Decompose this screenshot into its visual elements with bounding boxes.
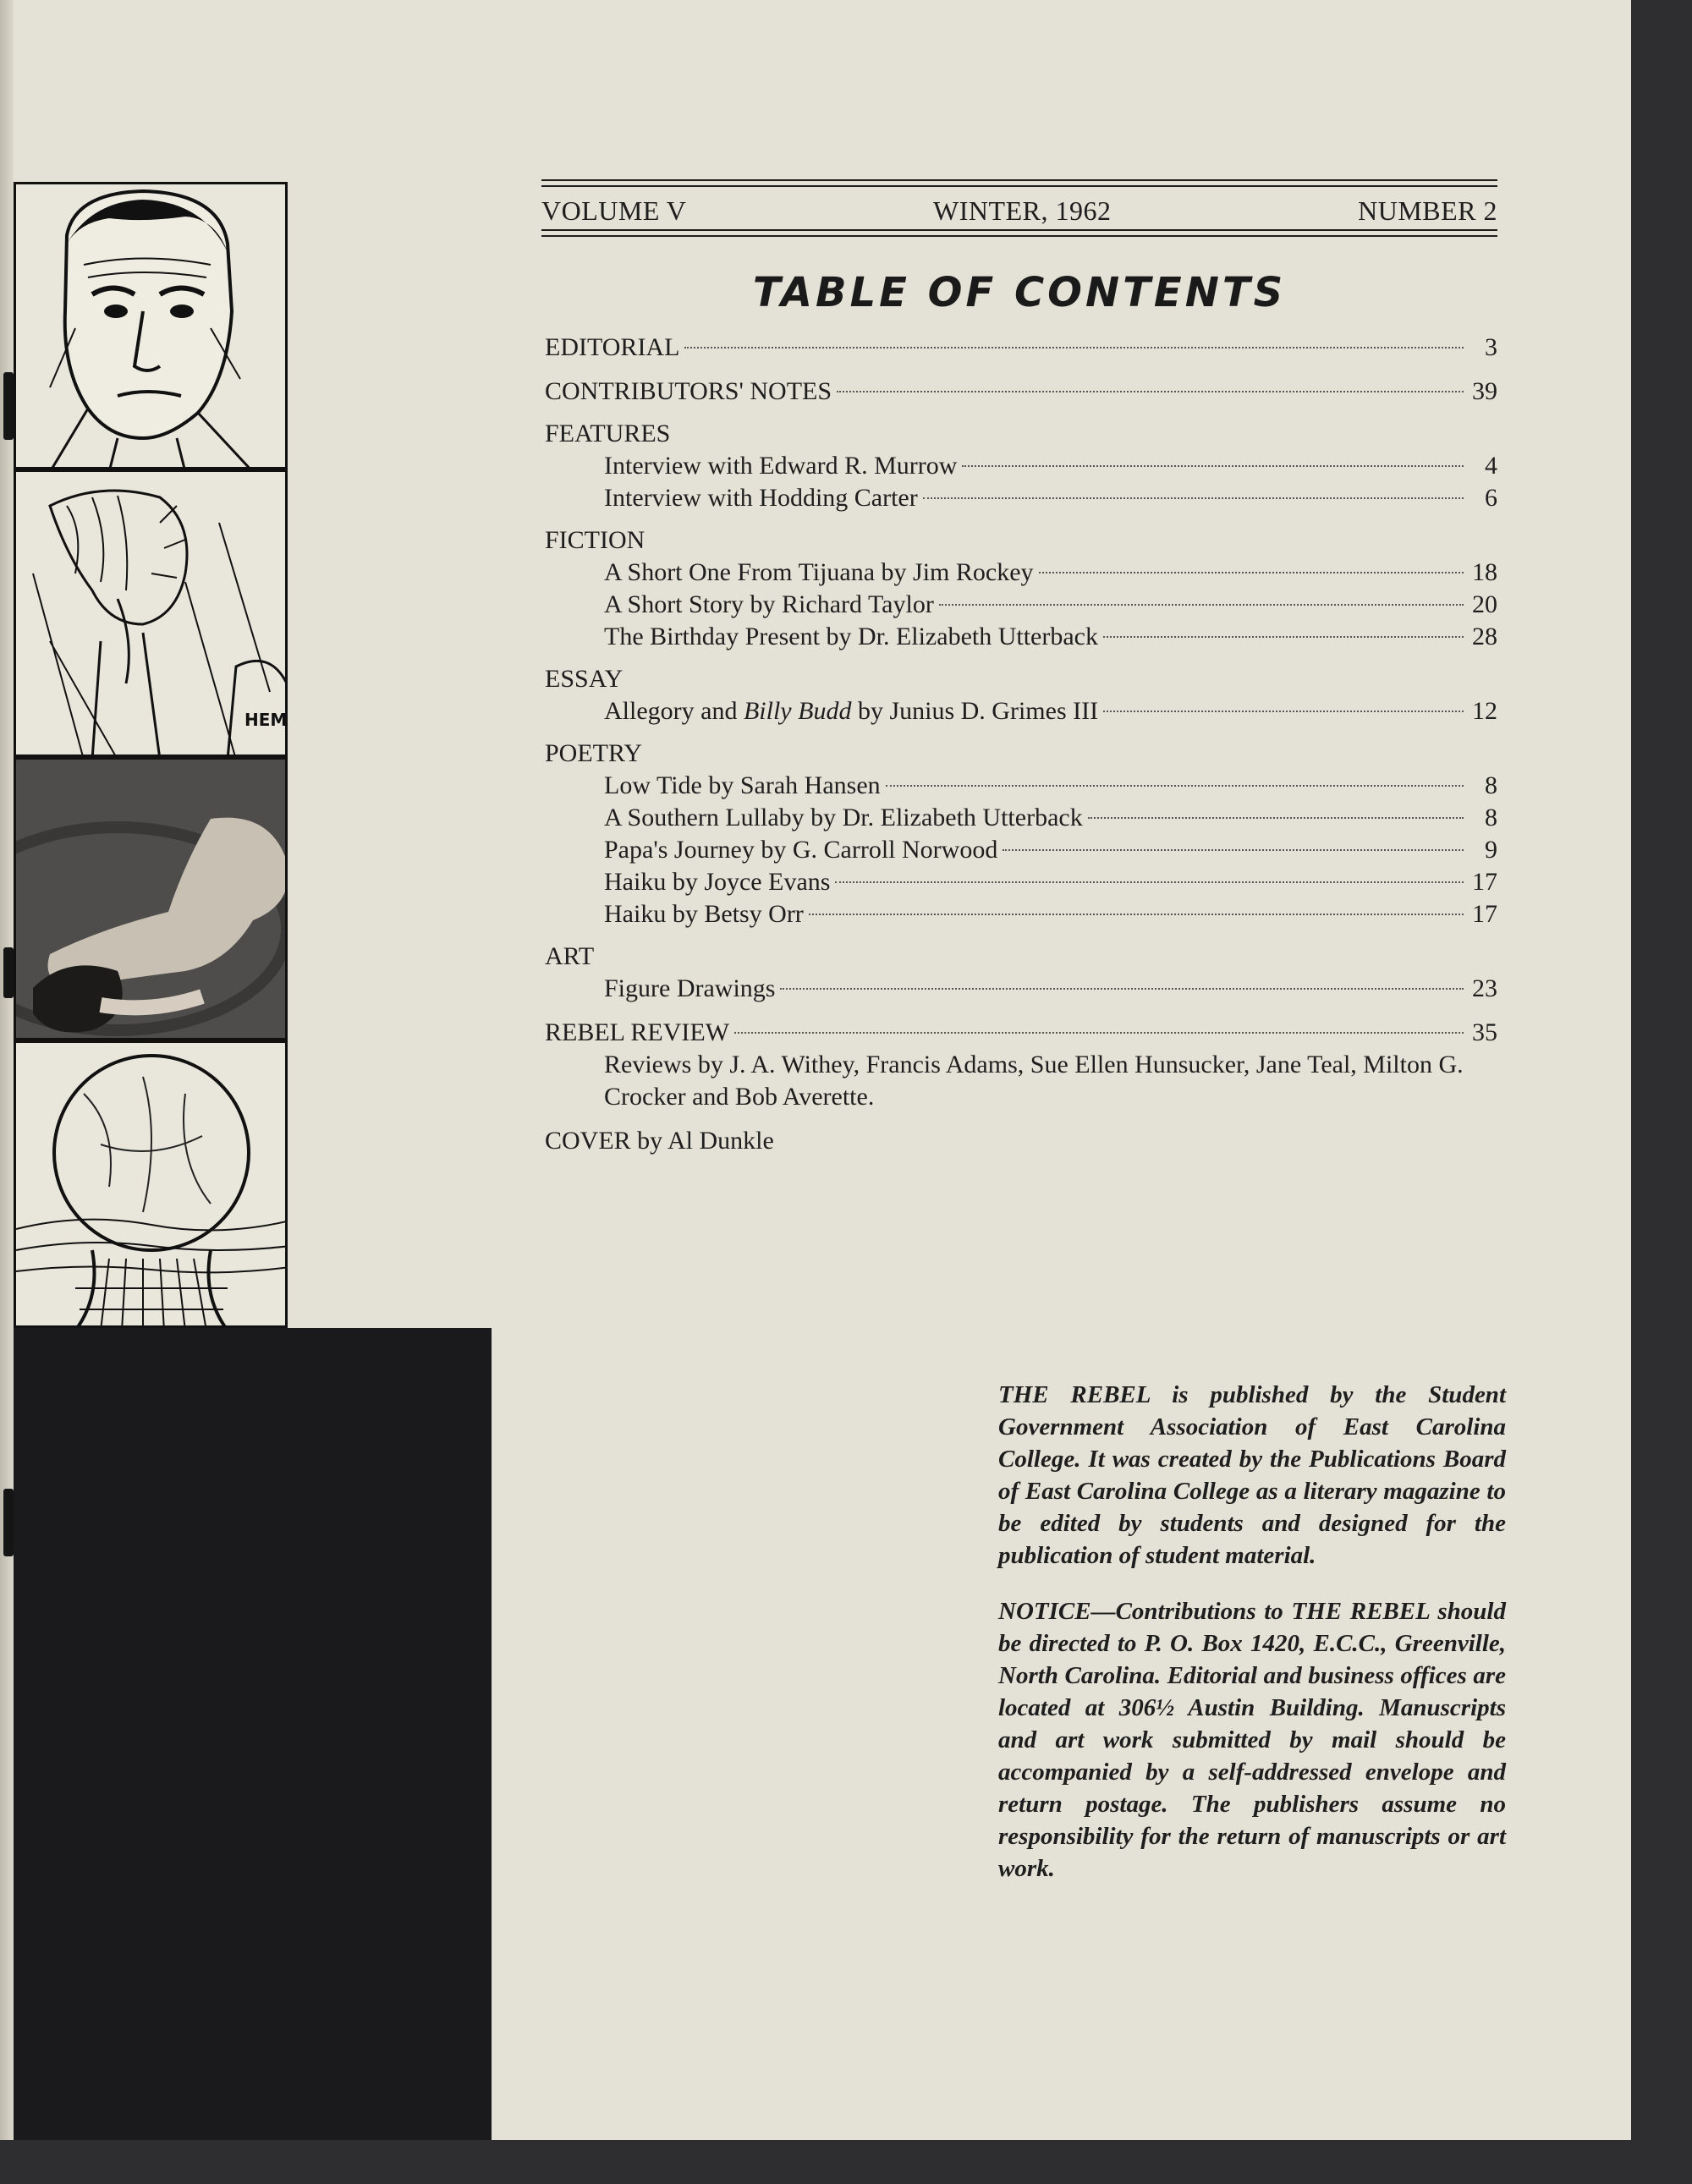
dot-leader — [886, 785, 1464, 787]
toc-entry-page: 9 — [1485, 836, 1497, 864]
scan-background-right — [1631, 0, 1692, 2184]
portrait-illustration-1 — [14, 182, 288, 469]
dot-leader — [1003, 849, 1464, 851]
section-heading-art: ART — [545, 942, 595, 970]
contribution-notice: NOTICE—Contributions to THE REBEL should be directed to P. O. Box 1420, E.C.C., Greenville, North Carolina. Editorial and business offices are located at 306½ Austin Building. Manuscripts and art work submitted by mail should be accompanied by a self-addressed envelope and return postage. The publishers assume no responsibility for the return of manuscripts or art work. — [998, 1598, 1506, 1882]
toc-entry-page: 8 — [1485, 771, 1497, 799]
toc-entry-page: 18 — [1472, 558, 1497, 586]
binding-staple — [3, 1489, 14, 1556]
toc-entry-page: 20 — [1472, 590, 1497, 618]
toc-entry-label: Interview with Edward R. Murrow — [604, 452, 958, 480]
toc-entry-label: Haiku by Joyce Evans — [604, 868, 831, 896]
toc-entry-label: The Birthday Present by Dr. Elizabeth Utterback — [604, 623, 1098, 650]
dot-leader — [835, 881, 1464, 883]
toc-entry[interactable] — [545, 770, 1497, 802]
publisher-statement: THE REBEL is published by the Student Government Association of East Carolina College. It was created by the Publications Board of East Carolina College as a literary magazine to be edited by students and designed for the publication of student material. — [998, 1381, 1506, 1569]
binding-staple — [3, 372, 14, 440]
italic-title: Billy Budd — [743, 697, 852, 725]
toc-entry-page: 8 — [1485, 804, 1497, 831]
toc-entry-label: Papa's Journey by G. Carroll Norwood — [604, 836, 998, 864]
black-graphic-block — [14, 1328, 492, 2140]
dot-leader — [837, 391, 1464, 392]
rebel-review-note: Reviews by J. A. Withey, Francis Adams, Sue Ellen Hunsucker, Jane Teal, Milton G. Crocker and Bob Averette. — [604, 1051, 1464, 1111]
section-heading-poetry: POETRY — [545, 739, 643, 767]
toc-entry-label: Low Tide by Sarah Hansen — [604, 771, 881, 799]
toc-entry[interactable] — [545, 482, 1497, 514]
toc-entry-page: 28 — [1472, 623, 1497, 650]
sketch-illustration-2 — [14, 469, 288, 757]
toc-entry[interactable] — [545, 589, 1497, 621]
page-title: TABLE OF CONTENTS — [752, 269, 1287, 316]
dot-leader — [1103, 711, 1464, 712]
scan-background-bottom — [0, 2140, 1692, 2184]
toc-entry-page: 4 — [1485, 452, 1497, 480]
section-heading-essay: ESSAY — [545, 665, 624, 693]
toc-entry[interactable] — [545, 834, 1497, 866]
issue-date: WINTER, 1962 — [933, 195, 1112, 226]
dot-leader — [1103, 636, 1464, 638]
title-prefix: Allegory and — [604, 697, 744, 725]
dot-leader — [923, 497, 1464, 499]
art-signature: HEM — [244, 710, 288, 730]
section-heading-fiction: FICTION — [545, 526, 645, 554]
toc-entry-label: A Southern Lullaby by Dr. Elizabeth Utterback — [604, 804, 1083, 831]
dot-leader — [780, 988, 1464, 990]
toc-entry[interactable] — [545, 695, 1497, 727]
crystal-ball-illustration-4 — [14, 1040, 288, 1328]
issue-number: NUMBER 2 — [1358, 195, 1497, 226]
photo-illustration-3 — [14, 757, 288, 1040]
volume-label: VOLUME V — [541, 195, 687, 226]
publication-info — [998, 1379, 1506, 1908]
toc-entry-contributors[interactable] — [545, 376, 1497, 408]
dot-leader — [939, 604, 1464, 606]
toc-entry-page: 17 — [1472, 868, 1497, 896]
toc-entry-label: REBEL REVIEW — [545, 1018, 730, 1046]
toc-entry-label — [604, 695, 1098, 727]
toc-entry-page: 12 — [1472, 697, 1497, 725]
toc-entry-page: 6 — [1485, 484, 1497, 512]
toc-entry-page: 17 — [1472, 900, 1497, 928]
toc-entry-label: Interview with Hodding Carter — [604, 484, 918, 512]
toc-entry-label: Haiku by Betsy Orr — [604, 900, 804, 928]
page-spine — [0, 0, 14, 2140]
toc-entry[interactable] — [545, 450, 1497, 482]
binding-staple — [3, 947, 14, 998]
toc-entry[interactable] — [545, 557, 1497, 589]
toc-entry-rebel-review[interactable] — [545, 1017, 1497, 1049]
toc-entry-page: 3 — [1485, 333, 1497, 361]
cover-credit: COVER by Al Dunkle — [545, 1127, 774, 1155]
toc-entry-label: CONTRIBUTORS' NOTES — [545, 377, 832, 405]
toc-entry[interactable] — [545, 802, 1497, 834]
dot-leader — [1088, 817, 1464, 819]
section-heading-features: FEATURES — [545, 420, 671, 447]
toc-entry[interactable] — [545, 621, 1497, 653]
dot-leader — [1039, 572, 1464, 573]
toc-entry-label: A Short Story by Richard Taylor — [604, 590, 934, 618]
title-suffix: by Junius D. Grimes III — [851, 697, 1099, 725]
dot-leader — [962, 465, 1464, 467]
toc-entry-label: Figure Drawings — [604, 974, 776, 1002]
dot-leader — [809, 914, 1464, 915]
masthead — [541, 179, 1497, 237]
toc-entry-page: 39 — [1472, 377, 1497, 405]
dot-leader — [684, 347, 1464, 348]
table-of-contents — [545, 332, 1497, 1157]
dot-leader — [734, 1032, 1464, 1034]
toc-entry-page: 23 — [1472, 974, 1497, 1002]
toc-entry-editorial[interactable] — [545, 332, 1497, 364]
toc-entry-page: 35 — [1472, 1018, 1497, 1046]
toc-entry-label: EDITORIAL — [545, 333, 680, 361]
toc-entry-label: A Short One From Tijuana by Jim Rockey — [604, 558, 1034, 586]
toc-entry[interactable] — [545, 866, 1497, 898]
toc-entry[interactable] — [545, 898, 1497, 930]
toc-entry[interactable] — [545, 973, 1497, 1005]
